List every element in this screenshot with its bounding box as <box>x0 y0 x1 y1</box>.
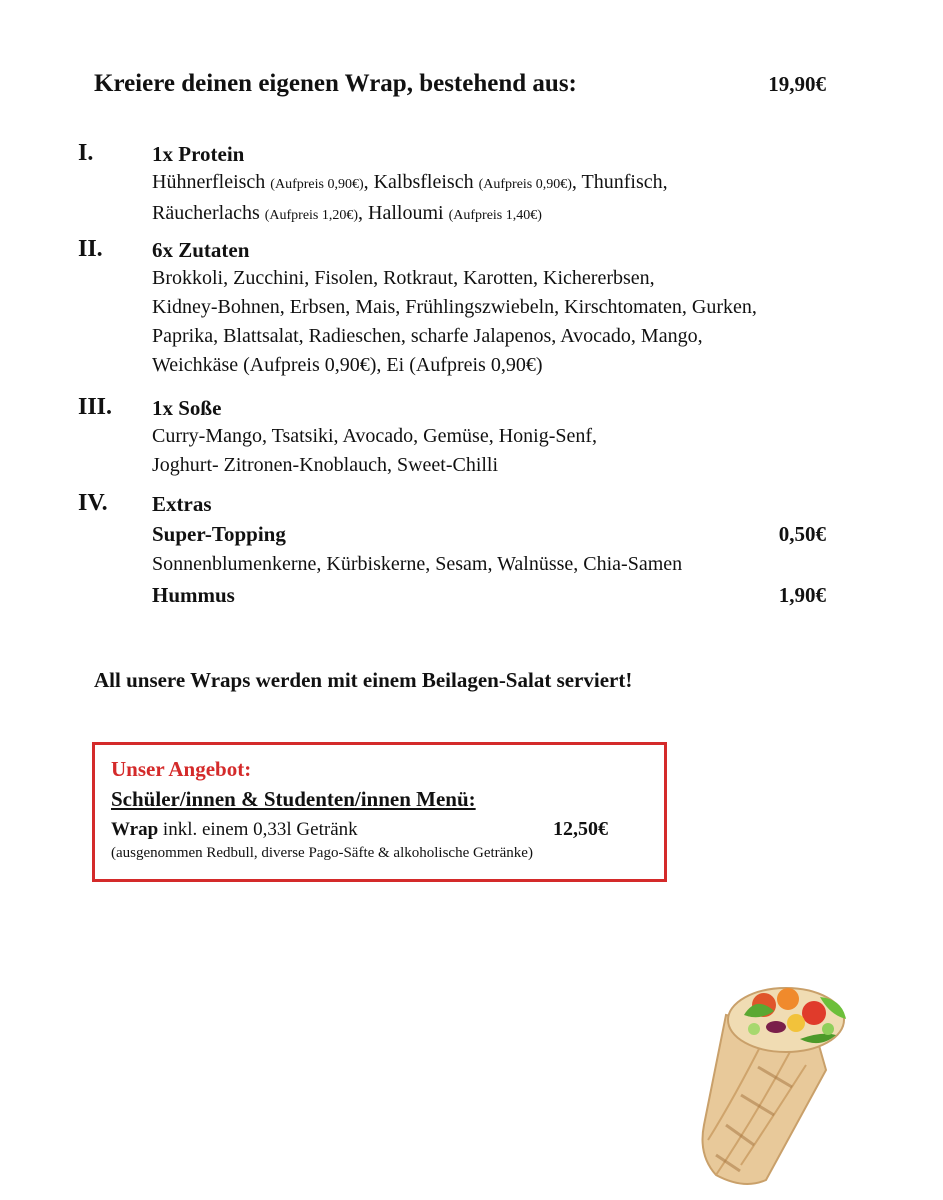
protein-line-2: Räucherlachs (Aufpreis 1,20€), Halloumi (Aufpreis 1,40€) <box>152 202 542 224</box>
surcharge-note: (Aufpreis 0,90€) <box>270 177 364 192</box>
extra-super-topping <box>152 518 826 550</box>
wrap-base-price: 19,90€ <box>768 72 826 96</box>
offer-subtitle: Schüler/innen & Studenten/innen Menü: <box>111 787 476 811</box>
surcharge-note: (Aufpreis 0,90€) <box>478 177 572 192</box>
offer-item <box>111 819 358 841</box>
section-title: 1x Protein <box>152 142 245 166</box>
zutaten-line: Kidney-Bohnen, Erbsen, Mais, Frühlingszwiebeln, Kirschtomaten, Gurken, <box>152 296 757 318</box>
zutaten-line: Brokkoli, Zucchini, Fisolen, Rotkraut, Karotten, Kichererbsen, <box>152 267 655 289</box>
extra-label: Hummus <box>152 583 235 607</box>
protein-item: Hühnerfleisch <box>152 171 266 193</box>
protein-item: Halloumi <box>368 202 444 224</box>
extra-label: Super-Topping <box>152 522 286 546</box>
offer-price: 12,50€ <box>553 818 608 840</box>
sosse-line: Joghurt- Zitronen-Knoblauch, Sweet-Chilli <box>152 454 499 476</box>
wrap-illustration-icon <box>696 975 866 1190</box>
extra-price: 1,90€ <box>778 583 826 607</box>
menu-header <box>94 70 826 104</box>
protein-item: Räucherlachs <box>152 202 260 224</box>
protein-line-1: Hühnerfleisch (Aufpreis 0,90€), Kalbsfleisch (Aufpreis 0,90€), Thunfisch, <box>152 171 668 193</box>
offer-item-desc: inkl. einem 0,33l Getränk <box>158 819 358 840</box>
surcharge-note: (Aufpreis 1,40€) <box>448 208 542 223</box>
protein-item: Thunfisch, <box>581 171 668 193</box>
offer-box <box>92 742 667 882</box>
section-title: 1x Soße <box>152 396 222 420</box>
section-numeral: I. <box>78 140 94 166</box>
offer-title: Unser Angebot: <box>111 757 252 781</box>
salad-note: All unsere Wraps werden mit einem Beilagen-Salat serviert! <box>94 668 633 692</box>
surcharge-note: (Aufpreis 1,20€) <box>264 208 359 223</box>
extra-hummus <box>152 579 826 611</box>
section-numeral: II. <box>78 236 103 262</box>
section-title: Extras <box>152 492 212 516</box>
extra-price: 0,50€ <box>778 522 826 546</box>
zutaten-line: Paprika, Blattsalat, Radieschen, scharfe Jalapenos, Avocado, Mango, <box>152 325 703 347</box>
offer-footnote: (ausgenommen Redbull, diverse Pago-Säfte & alkoholische Getränke) <box>111 845 533 861</box>
page-title: Kreiere deinen eigenen Wrap, bestehend aus: <box>94 70 577 97</box>
section-title: 6x Zutaten <box>152 238 250 262</box>
offer-item-name: Wrap <box>111 819 159 840</box>
section-numeral: IV. <box>78 490 108 516</box>
protein-item: Kalbsfleisch <box>373 171 474 193</box>
topping-items: Sonnenblumenkerne, Kürbiskerne, Sesam, Walnüsse, Chia-Samen <box>152 553 683 575</box>
zutaten-line: Weichkäse (Aufpreis 0,90€), Ei (Aufpreis 0,90€) <box>152 354 543 376</box>
sosse-line: Curry-Mango, Tsatsiki, Avocado, Gemüse, Honig-Senf, <box>152 425 598 447</box>
section-numeral: III. <box>78 394 113 420</box>
